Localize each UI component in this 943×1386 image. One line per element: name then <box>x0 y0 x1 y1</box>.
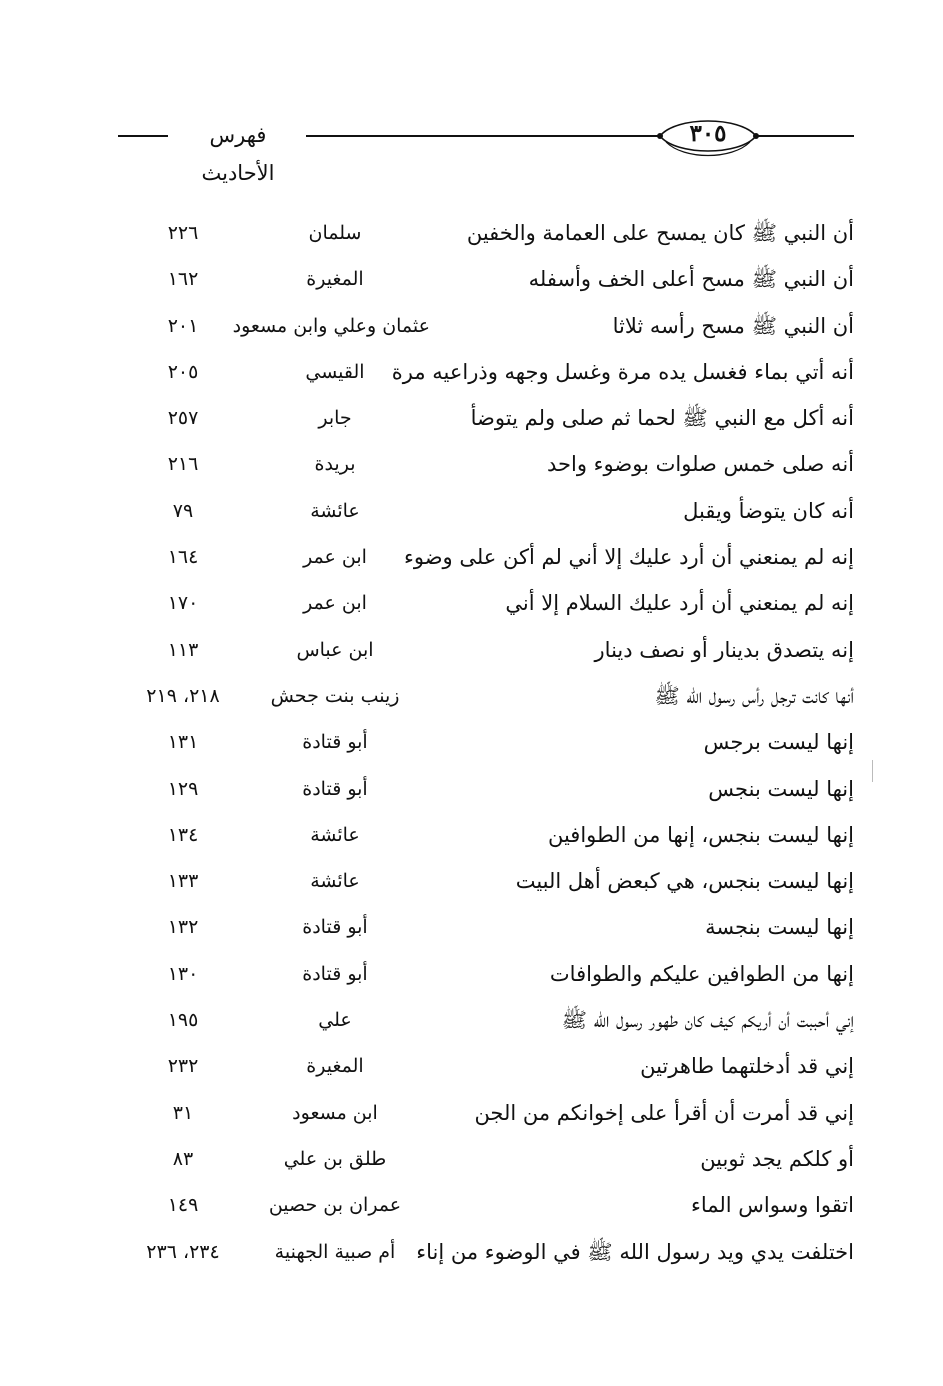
hadith-text: إنها ليست بنجس، هي كبعض أهل البيت <box>515 869 854 894</box>
narrator: أبو قتادة <box>302 962 368 985</box>
page-ref: ٢٠٥ <box>167 360 199 383</box>
hadith-text: أن النبي ﷺ كان يمسح على العمامة والخفين <box>466 221 854 245</box>
narrator: جابر <box>318 407 352 430</box>
page-ref: ١٣٣ <box>167 870 199 893</box>
table-row <box>100 1092 860 1138</box>
narrator: سلمان <box>308 222 362 244</box>
narrator: عمران بن حصين <box>268 1194 402 1217</box>
hadith-text: أنه أكل مع النبي ﷺ لحما ثم صلى ولم يتوضأ <box>470 406 854 431</box>
hadith-text: أن النبي ﷺ مسح رأسه ثلاثا <box>612 313 854 338</box>
page-ref: ٢٠١ <box>167 314 199 337</box>
table-row <box>100 1138 860 1184</box>
narrator: القيسي <box>305 360 365 383</box>
page-number: ٣٠٥ <box>689 120 727 147</box>
page-ref: ١٦٤ <box>167 546 199 569</box>
table-row <box>100 675 860 721</box>
header-rule-left-short <box>118 135 168 137</box>
hadith-text: أو كلكم يجد ثوبين <box>700 1146 854 1171</box>
table-row <box>100 258 860 304</box>
page-ref: ١٣٤ <box>167 823 199 846</box>
page-ref: ١٣١ <box>167 731 199 754</box>
hadith-text: اختلفت يدي ويد رسول الله ﷺ في الوضوء من إناء <box>416 1239 854 1264</box>
page-ref: ٣١ <box>172 1101 194 1124</box>
narrator: علي <box>318 1009 352 1032</box>
header-rule-middle <box>306 135 658 137</box>
page-ref: ٢٢٦ <box>167 222 199 244</box>
hadith-text: إنه يتصدق بدينار أو نصف دينار <box>594 637 854 662</box>
page-ref: ١٦٢ <box>167 268 199 291</box>
hadith-text: إنها ليست بنجسة <box>705 915 854 940</box>
table-row <box>100 906 860 952</box>
page-ref: ١٣٠ <box>167 962 199 985</box>
table-row <box>100 629 860 675</box>
scan-margin-mark <box>872 760 873 782</box>
hadith-text: إنه لم يمنعني أن أرد عليك السلام إلا أني <box>505 591 854 616</box>
narrator: عائشة <box>310 499 360 522</box>
table-row <box>100 999 860 1045</box>
hadith-text: إني قد أمرت أن أقرأ على إخوانكم من الجن <box>474 1100 854 1125</box>
narrator: طلق بن علي <box>283 1147 387 1170</box>
narrator: زينب بنت جحش <box>270 684 400 707</box>
narrator: ابن مسعود <box>292 1101 378 1124</box>
table-row <box>100 212 860 258</box>
hadith-text: إني أحببت أن أريكم كيف كان طهور رسول الله ﷺ <box>561 1008 854 1033</box>
table-row <box>100 1231 860 1277</box>
table-row <box>100 351 860 397</box>
table-row <box>100 305 860 351</box>
hadith-text: اتقوا وسواس الماء <box>690 1193 854 1218</box>
hadith-text: أنها كانت ترجل رأس رسول الله ﷺ <box>654 683 854 708</box>
narrator: عثمان وعلي وابن مسعود <box>232 314 430 337</box>
page-ref: ٢١٦ <box>167 453 199 476</box>
table-row <box>100 536 860 582</box>
narrator: المغيرة <box>306 268 364 291</box>
page-header <box>0 108 943 185</box>
narrator: أم صبية الجهنية <box>274 1240 396 1263</box>
narrator: ابن عمر <box>303 546 367 569</box>
table-row <box>100 1184 860 1230</box>
hadith-text: أن النبي ﷺ مسح أعلى الخف وأسفله <box>528 267 854 292</box>
page-ref: ١٧٠ <box>167 592 199 615</box>
table-row <box>100 814 860 860</box>
narrator: أبو قتادة <box>302 731 368 754</box>
hadith-text: إني قد أدخلتهما طاهرتين <box>640 1054 854 1079</box>
hadith-text: إنها ليست بنجس، إنها من الطوافين <box>547 822 854 847</box>
table-row <box>100 768 860 814</box>
table-row <box>100 953 860 999</box>
hadith-text: أنه أتي بماء فغسل يده مرة وغسل وجهه وذراعيه مرة <box>391 359 854 384</box>
hadith-text: أنه كان يتوضأ ويقبل <box>683 498 854 523</box>
narrator: أبو قتادة <box>302 916 368 939</box>
page-ref: ٢٣٤، ٢٣٦ <box>146 1240 220 1263</box>
narrator: عائشة <box>310 870 360 893</box>
page-ref: ٢٣٢ <box>167 1055 199 1078</box>
page-ref: ١٤٩ <box>167 1194 199 1217</box>
narrator: المغيرة <box>306 1055 364 1078</box>
page-ref: ٧٩ <box>172 499 194 522</box>
header-rule-right <box>758 135 854 137</box>
page-ref: ١٣٢ <box>167 916 199 939</box>
page-ref: ٨٣ <box>172 1147 194 1170</box>
page-ref: ٢١٨، ٢١٩ <box>146 684 220 707</box>
narrator: بريدة <box>314 453 356 476</box>
table-row <box>100 397 860 443</box>
page-ref: ١٩٥ <box>167 1009 199 1032</box>
table-row <box>100 1045 860 1091</box>
page-ref: ٢٥٧ <box>167 407 199 430</box>
table-row <box>100 490 860 536</box>
table-row <box>100 721 860 767</box>
hadith-text: إنها ليست بنجس <box>708 776 854 801</box>
narrator: أبو قتادة <box>302 777 368 800</box>
page-ref: ١١٣ <box>167 638 199 661</box>
table-row <box>100 443 860 489</box>
header-title: فهرس الأحاديث <box>201 123 275 185</box>
page-ref: ١٢٩ <box>167 777 199 800</box>
hadith-text: أنه صلى خمس صلوات بوضوء واحد <box>547 452 854 477</box>
narrator: عائشة <box>310 823 360 846</box>
narrator: ابن عباس <box>296 638 374 661</box>
hadith-text: إنها ليست برجس <box>703 730 854 755</box>
narrator: ابن عمر <box>303 592 367 615</box>
hadith-text: إنها من الطوافين عليكم والطوافات <box>549 961 854 986</box>
hadith-index-table <box>100 212 860 1277</box>
hadith-text: إنه لم يمنعني أن أرد عليك إلا أني لم أكن على وضوء <box>403 545 854 570</box>
table-row <box>100 582 860 628</box>
table-row <box>100 860 860 906</box>
